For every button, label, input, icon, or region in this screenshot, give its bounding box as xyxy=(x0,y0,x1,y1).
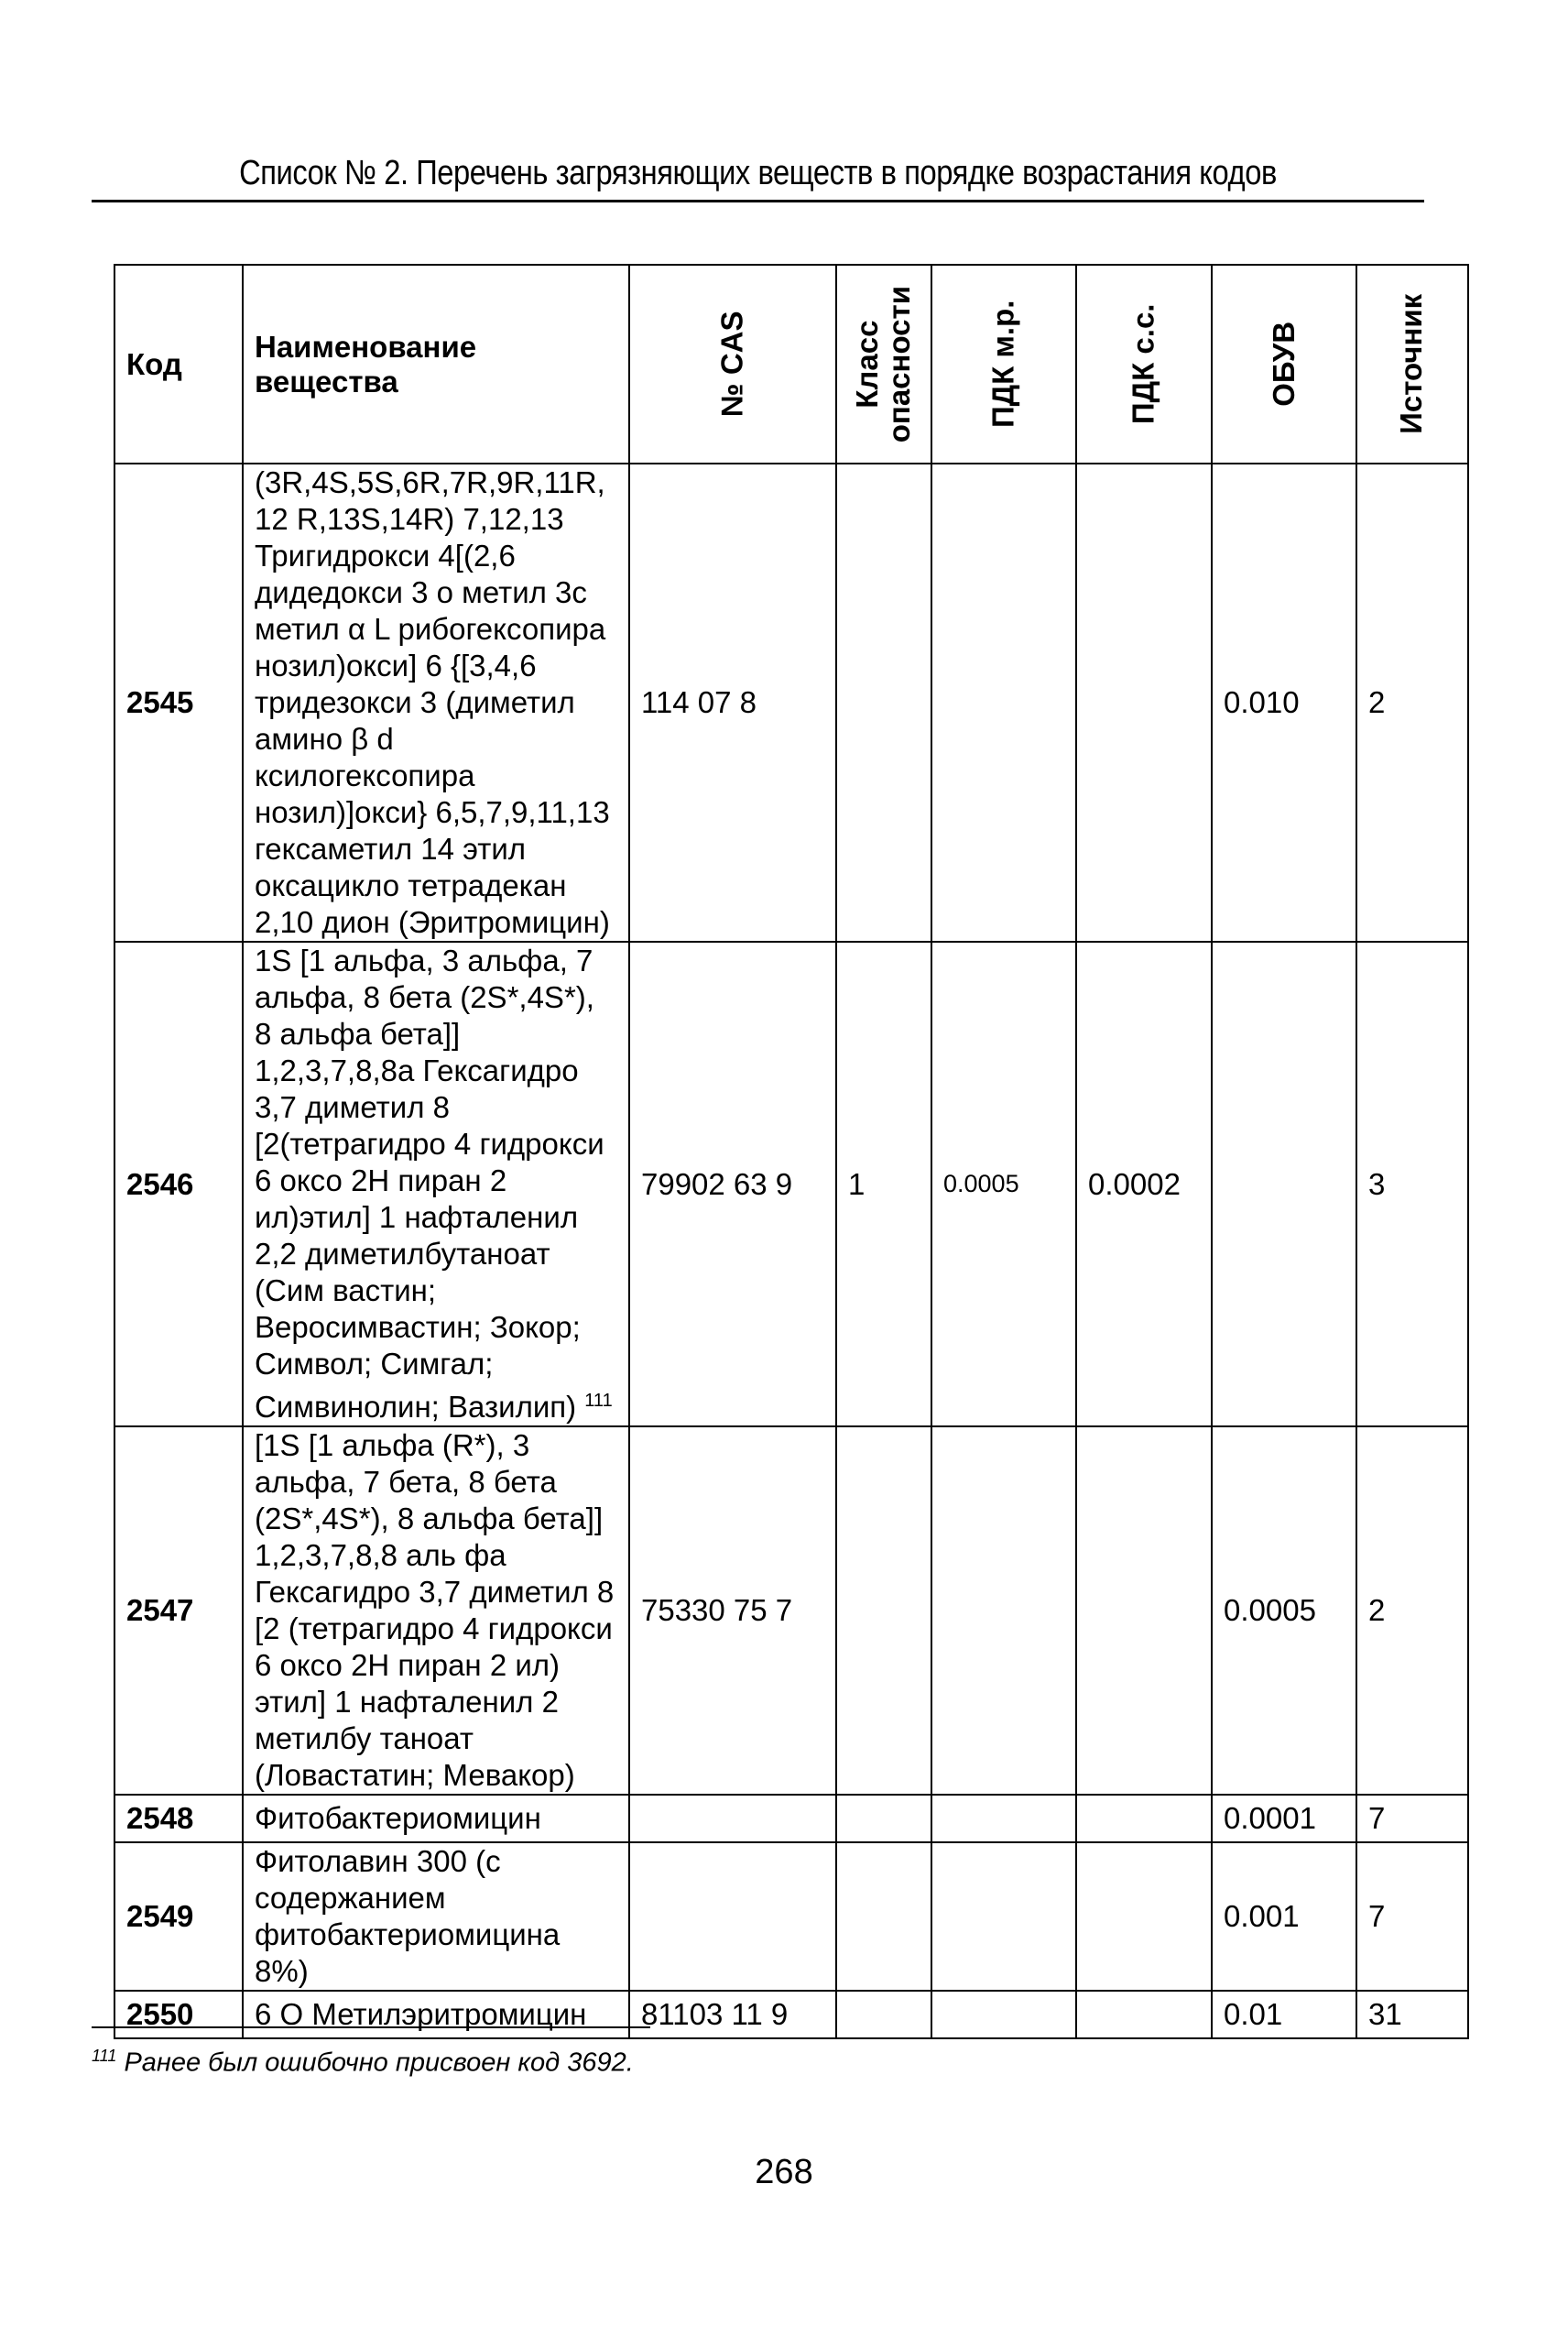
cell-pdk-ss xyxy=(1076,1991,1212,2038)
cell-source: 31 xyxy=(1356,1991,1468,2038)
cell-source: 2 xyxy=(1356,464,1468,942)
cell-pdk-mr xyxy=(931,1991,1076,2038)
cell-pdk-ss xyxy=(1076,1842,1212,1991)
column-header-obuv: ОБУВ xyxy=(1212,265,1356,464)
page-number: 268 xyxy=(755,2153,813,2191)
header-rule xyxy=(92,200,1424,202)
cell-obuv: 0.0001 xyxy=(1212,1795,1356,1842)
cell-pdk-mr xyxy=(931,1426,1076,1795)
footnote-reference: 111 xyxy=(584,1391,613,1411)
footnote xyxy=(92,2047,634,2079)
column-header-source: Источник xyxy=(1356,265,1468,464)
column-header-code: Код xyxy=(114,265,243,464)
column-header-pdk-mr: ПДК м.р. xyxy=(931,265,1076,464)
cell-obuv xyxy=(1212,942,1356,1426)
table-row xyxy=(114,942,1468,1426)
cell-cas xyxy=(629,1795,836,1842)
cell-cas: 81103 11 9 xyxy=(629,1991,836,2038)
cell-cas: 114 07 8 xyxy=(629,464,836,942)
cell-obuv: 0.001 xyxy=(1212,1842,1356,1991)
cell-pdk-mr: 0.0005 xyxy=(931,942,1076,1426)
table-row xyxy=(114,1795,1468,1842)
cell-name: (3R,4S,5S,6R,7R,9R,11R,12 R,13S,14R) 7,12,13 Тригидрокси 4[(2,6 дидедокси 3 о метил 3с метил α L рибогексопира нозил)окси] 6 {[3,4,6 тридезокси 3 (диметил амино β d ксилогексопира нозил)]окси} 6,5,7,9,11,13 гексаметил 14 этил оксацикло тетрадекан 2,10 дион (Эритромицин) xyxy=(243,464,629,942)
cell-source: 7 xyxy=(1356,1795,1468,1842)
column-header-cas: № CAS xyxy=(629,265,836,464)
cell-pdk-mr xyxy=(931,464,1076,942)
table-row xyxy=(114,464,1468,942)
cell-pdk-ss xyxy=(1076,1795,1212,1842)
cell-pdk-mr xyxy=(931,1795,1076,1842)
column-header-name: Наименование вещества xyxy=(243,265,629,464)
cell-hazard-class xyxy=(836,1426,931,1795)
cell-cas: 79902 63 9 xyxy=(629,942,836,1426)
cell-pdk-mr xyxy=(931,1842,1076,1991)
cell-obuv: 0.01 xyxy=(1212,1991,1356,2038)
substances-table xyxy=(114,264,1469,2039)
cell-pdk-ss xyxy=(1076,1426,1212,1795)
cell-source: 7 xyxy=(1356,1842,1468,1991)
cell-hazard-class xyxy=(836,1795,931,1842)
cell-hazard-class: 1 xyxy=(836,942,931,1426)
footnote-text: Ранее был ошибочно присвоен код 3692. xyxy=(124,2048,634,2078)
cell-code: 2545 xyxy=(114,464,243,942)
cell-hazard-class xyxy=(836,1991,931,2038)
cell-obuv: 0.010 xyxy=(1212,464,1356,942)
cell-name: [1S [1 альфа (R*), 3 альфа, 7 бета, 8 бета (2S*,4S*), 8 альфа бета]] 1,2,3,7,8,8 аль фа Гексагидро 3,7 диметил 8 [2 (тетрагидро 4 гидрокси 6 оксо 2Н пиран 2 ил) этил] 1 нафталенил 2 метилбу таноат (Ловастатин; Мевакор) xyxy=(243,1426,629,1795)
cell-pdk-ss xyxy=(1076,464,1212,942)
cell-obuv: 0.0005 xyxy=(1212,1426,1356,1795)
footnote-mark: 111 xyxy=(92,2047,117,2065)
cell-hazard-class xyxy=(836,1842,931,1991)
cell-name: 6 О Метилэритромицин xyxy=(243,1991,629,2038)
table-row xyxy=(114,1842,1468,1991)
page-title: Список № 2. Перечень загрязняющих веществ в порядке возрастания кодов xyxy=(239,154,1277,192)
cell-code: 2547 xyxy=(114,1426,243,1795)
column-header-pdk-ss: ПДК с.с. xyxy=(1076,265,1212,464)
cell-name: Фитолавин 300 (с содержанием фитобактериомицина 8%) xyxy=(243,1842,629,1991)
cell-cas xyxy=(629,1842,836,1991)
cell-name: 1S [1 альфа, 3 альфа, 7 альфа, 8 бета (2S*,4S*), 8 альфа бета]] 1,2,3,7,8,8а Гексагидро 3,7 диметил 8 [2(тетрагидро 4 гидрокси 6 оксо 2Н пиран 2 ил)этил] 1 нафталенил 2,2 диметилбутаноат (Сим вастин; Веросимвастин; Зокор; Символ; Симгал; Симвинолин; Вазилип) $^{111}$ xyxy=(243,942,629,1426)
cell-code: 2550 xyxy=(114,1991,243,2038)
footnote-rule xyxy=(92,2026,650,2028)
cell-cas: 75330 75 7 xyxy=(629,1426,836,1795)
table-header-row xyxy=(114,265,1468,464)
cell-code: 2546 xyxy=(114,942,243,1426)
column-header-hazard-class: Класс опасности xyxy=(836,265,931,464)
table-row xyxy=(114,1991,1468,2038)
cell-source: 3 xyxy=(1356,942,1468,1426)
cell-code: 2549 xyxy=(114,1842,243,1991)
cell-source: 2 xyxy=(1356,1426,1468,1795)
table-row xyxy=(114,1426,1468,1795)
cell-name: Фитобактериомицин xyxy=(243,1795,629,1842)
cell-hazard-class xyxy=(836,464,931,942)
cell-pdk-ss: 0.0002 xyxy=(1076,942,1212,1426)
cell-code: 2548 xyxy=(114,1795,243,1842)
